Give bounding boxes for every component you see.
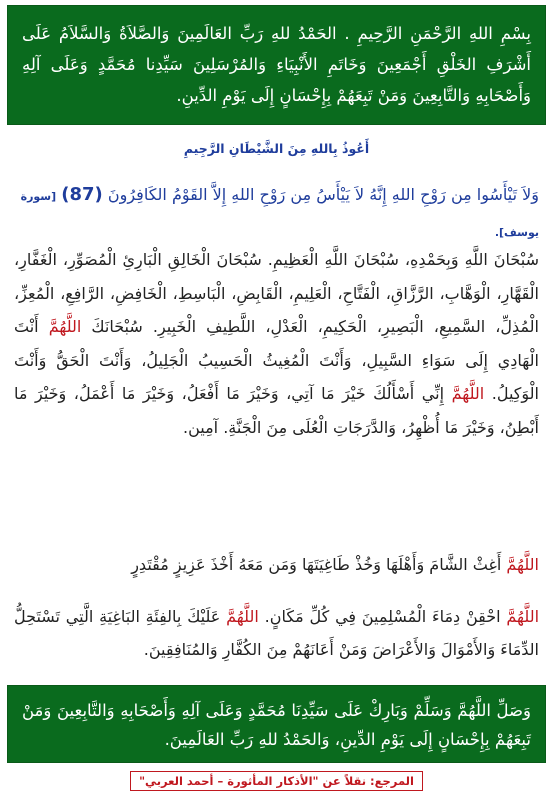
allahumma-highlight: اللَّهُمَّ xyxy=(48,317,82,336)
verse-text: وَلاَ تَيْأَسُوا مِن رَوْحِ اللهِ إِنَّهُ لاَ يَيْأَسُ مِن رَوْحِ اللهِ إِلاَّ القَوْمُ الكَافِرُونَ xyxy=(107,185,539,204)
reference-note xyxy=(0,770,553,791)
tasbeeh-part-1: سُبْحَانَ اللَّهِ وَبِحَمْدِهِ، سُبْحَانَ اللَّهِ الْعَظِيمِ. سُبْحَانَ الْخَالِقِ الْبَارِئِ الْمُصَوِّرِ، الْغَفَّارِ، الْقَهَّارِ، الْوَهَّابِ، الرَّزَّاقِ، الْفَتَّاحِ، الْعَلِيمِ، الْقَابِضِ، الْبَاسِطِ، الْخَافِضِ، الرَّافِعِ، الْمُعِزِّ، الْمُذِلِّ، السَّمِيعِ، الْبَصِيرِ، الْحَكِيمِ، الْعَدْلِ، اللَّطِيفِ الْخَبِيرِ. سُبْحَانَكَ xyxy=(14,250,539,336)
quran-verse xyxy=(14,178,539,250)
dua-sham-text: أَغِثْ الشَّامَ وَأَهْلَهَا وَخُذْ طَاغِيَتَهَا وَمَن مَعَهُ أَخْذَ عَزِيزٍ مُقْتَدِرٍ xyxy=(131,555,502,574)
closing-salawat-box xyxy=(7,685,546,763)
verse-number: (87) xyxy=(61,184,103,205)
sura-reference: [سورة يوسف]. xyxy=(20,190,539,239)
tasbeeh-part-2: أَنْتَ الْهَادِي إِلَى سَوَاءِ السَّبِيلِ، وَأَنْتَ الْمُغِيثُ الْحَسِيبُ الْجَلِيلُ، وَأَنْتَ الْحَقُّ وَأَنْتَ الْوَكِيلُ. xyxy=(14,317,539,403)
allahumma-highlight: اللَّهُمَّ xyxy=(506,607,540,626)
dua-muslims-text-1: احْقِنْ دِمَاءَ الْمُسْلِمِينَ فِي كُلِّ مَكَانٍ. xyxy=(264,607,501,626)
allahumma-highlight: اللَّهُمَّ xyxy=(451,384,485,403)
closing-salawat-text: وَصَلِّ اللَّهُمَّ وَسَلِّمْ وَبَارِكْ عَلَى سَيِّدِنَا مُحَمَّدٍ وَعَلَى آلِهِ وَأَصْحَابِهِ وَالتَّابِعِينَ وَمَنْ تَبِعَهُمْ بِإِحْسَانٍ إِلَى يَوْمِ الدِّينِ، وَالحَمْدُ للهِ رَبِّ العَالَمِينَ. xyxy=(22,701,531,749)
tasbeeh-paragraph xyxy=(14,243,539,444)
dua-muslims-text-2: عَلَيْكَ بِالفِئَةِ البَاغِيَةِ الَّتِي تَسْتَحِلُّ الدِّمَاءَ وَالأَمْوَالَ وَالأَعْرَاضَ وَمَنْ أَعَانَهُمْ مِنَ الكُفَّارِ وَالمُنَافِقِينَ. xyxy=(14,607,539,659)
tasbeeh-part-3: إِنِّي أَسْأَلُكَ خَيْرَ مَا آتِي، وَخَيْرَ مَا أَفْعَلُ، وَخَيْرَ مَا أَعْمَلُ، وَخَيْرَ مَا أَبْطِنُ، وَخَيْرَ مَا أُظْهِرُ، وَالدَّرَجَاتِ الْعُلَى مِنَ الْجَنَّةِ. آمِين. xyxy=(14,384,539,437)
dua-muslims xyxy=(14,600,539,666)
allahumma-highlight: اللَّهُمَّ xyxy=(226,607,259,626)
isti-adha-line: أَعُوذُ بِاللهِ مِنَ الشَّيْطَانِ الرَّجِيمِ xyxy=(183,141,370,156)
reference-text: المرجع: نقلاً عن "الأذكار المأثورة – أحمد العربي" xyxy=(130,771,423,791)
dua-sham xyxy=(14,548,539,581)
allahumma-highlight: اللَّهُمَّ xyxy=(506,555,539,574)
opening-invocation-text: بِسْمِ اللهِ الرَّحْمَنِ الرَّحِيمِ . الحَمْدُ للهِ رَبِّ العَالَمِينَ وَالصَّلاَةُ وَالسَّلاَمُ عَلَى أَشْرَفِ الخَلْقِ أَجْمَعِينَ وَخَاتَمِ الأَنْبِيَاءِ وَالمُرْسَلِينَ سَيِّدِنا مُحَمَّدٍ وَعَلَى آلِهِ وَأَصْحَابِهِ وَالتَّابِعِينَ وَمَنْ تَبِعَهُمْ بِإِحْسَانٍ إِلَى يَوْمِ الدِّينِ. xyxy=(22,24,531,105)
opening-invocation-box xyxy=(7,5,546,125)
